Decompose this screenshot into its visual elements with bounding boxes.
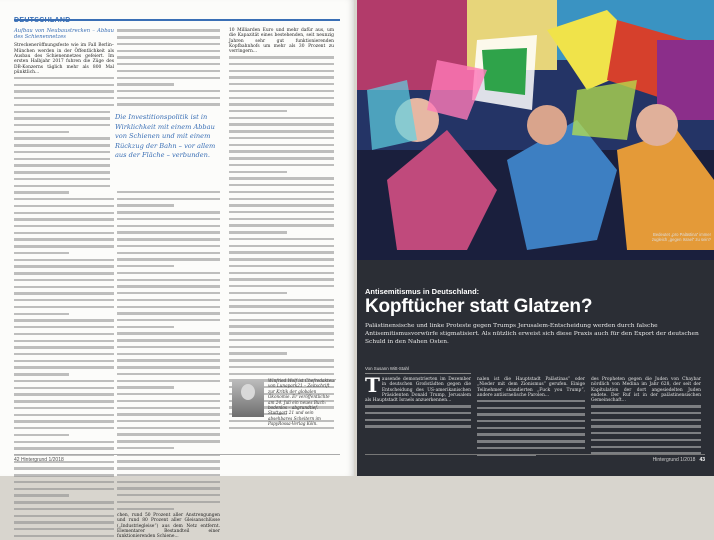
text-line — [477, 400, 585, 405]
text-line — [229, 123, 334, 128]
text-line — [117, 380, 220, 385]
text-filler — [14, 77, 114, 540]
text-line — [14, 313, 114, 318]
text-line — [117, 481, 220, 486]
text-line — [229, 157, 334, 162]
text-line — [229, 285, 334, 290]
text-line — [14, 144, 114, 149]
text-line — [14, 137, 114, 142]
footer-label: Hintergrund 1/2018 — [652, 457, 696, 463]
right-column-2 — [477, 377, 585, 447]
text-line — [14, 535, 114, 540]
text-line — [117, 319, 220, 324]
text-line — [14, 279, 114, 284]
text-line — [117, 306, 220, 311]
text-line — [14, 346, 114, 351]
text-line — [14, 420, 114, 425]
text-line — [14, 393, 114, 398]
text-line — [14, 366, 114, 371]
text-line — [117, 245, 220, 250]
text-line — [14, 218, 114, 223]
text-line — [229, 171, 334, 176]
text-line — [117, 191, 220, 196]
text-line — [229, 76, 334, 81]
text-line — [229, 117, 334, 122]
text-line — [477, 433, 585, 438]
text-line — [14, 77, 114, 82]
photo-caption: Bedeutet „pro Palästina“ immer zugleich „gegen Israel“ zu sein? — [651, 232, 711, 243]
text-line — [14, 447, 114, 452]
page-number: 43 — [699, 457, 705, 463]
text-line — [117, 265, 220, 270]
text-line — [117, 386, 220, 391]
right-column-3 — [591, 377, 701, 447]
author-photo — [232, 379, 264, 417]
text-line — [14, 111, 114, 116]
text-line — [14, 272, 114, 277]
text-line — [117, 487, 220, 492]
text-line — [14, 380, 114, 385]
text-line — [14, 212, 114, 217]
text-line — [117, 447, 220, 452]
text-line — [229, 184, 334, 189]
text-line — [365, 425, 471, 430]
text-line — [14, 387, 114, 392]
text-line — [229, 251, 334, 256]
text-line — [117, 90, 220, 95]
text-line — [14, 158, 114, 163]
drop-cap: T — [365, 373, 380, 397]
text-line — [477, 440, 585, 445]
text-line — [117, 332, 220, 337]
text-line — [14, 441, 114, 446]
text-line — [14, 178, 114, 183]
right-page — [357, 0, 714, 476]
text-line — [117, 494, 220, 499]
text-line — [117, 407, 220, 412]
text-line — [229, 245, 334, 250]
right-column-1 — [365, 373, 471, 447]
text-line — [117, 427, 220, 432]
text-line — [117, 359, 220, 364]
text-line — [14, 232, 114, 237]
text-line — [229, 292, 334, 297]
text-line — [14, 252, 114, 257]
text-line — [117, 103, 220, 108]
text-filler — [477, 400, 585, 459]
text-line — [117, 353, 220, 358]
text-line — [14, 333, 114, 338]
text-line — [117, 366, 220, 371]
text-line — [14, 508, 114, 513]
text-line — [14, 171, 114, 176]
text-line — [117, 258, 220, 263]
text-filler — [365, 405, 471, 431]
text-line — [229, 278, 334, 283]
text-line — [229, 211, 334, 216]
text-line — [117, 225, 220, 230]
text-line — [14, 360, 114, 365]
text-line — [591, 405, 701, 410]
text-line — [477, 427, 585, 432]
text-line — [117, 83, 220, 88]
text-line — [14, 373, 114, 378]
text-line — [229, 164, 334, 169]
text-line — [477, 407, 585, 412]
text-line — [229, 83, 334, 88]
text-line — [229, 191, 334, 196]
text-line — [229, 137, 334, 142]
text-line — [117, 501, 220, 506]
article-lead: Palästinensische und linke Proteste gegen Trumps Jerusalem-Entscheidung werden durch falsche Antisemitismusvorwürfe stigmatisiert. Als nützlich erweist sich diese Praxis auch für den Export der deutschen Schuld in den Nahen Osten. — [365, 323, 699, 346]
text-line — [117, 231, 220, 236]
text-line — [229, 359, 334, 364]
text-line — [229, 97, 334, 102]
column-text: des Propheten gegen die Juden von Chaybar nördlich von Medina im Jahr 628, der seit der Kapitulation der dort angesiedelten Juden endete. Der Ruf ist in der palästinensischen Gemeinschaft... — [591, 377, 701, 404]
text-line — [229, 56, 334, 61]
text-filler — [591, 405, 701, 457]
text-line — [117, 474, 220, 479]
text-line — [117, 292, 220, 297]
text-line — [117, 440, 220, 445]
text-line — [591, 419, 701, 424]
text-line — [229, 218, 334, 223]
text-line — [117, 413, 220, 418]
text-line — [14, 521, 114, 526]
text-line — [14, 340, 114, 345]
text-line — [229, 63, 334, 68]
text-line — [14, 191, 114, 196]
text-line — [229, 150, 334, 155]
text-line — [229, 144, 334, 149]
text-line — [117, 312, 220, 317]
article-kicker: Antisemitismus in Deutschland: — [365, 287, 480, 296]
text-line — [117, 400, 220, 405]
column-text: ausende demonstrierten im Dezember in deutschen Großstädten gegen die Entscheidung des US-amerikanischen Präsidenten Donald Trump, Jerusalem als Hauptstadt Israels anzuerkennen... — [365, 377, 471, 404]
text-line — [14, 117, 114, 122]
text-line — [117, 420, 220, 425]
article-column-2 — [117, 28, 220, 540]
text-line — [229, 305, 334, 310]
text-line — [117, 70, 220, 75]
text-line — [14, 245, 114, 250]
text-line — [229, 339, 334, 344]
text-line — [14, 326, 114, 331]
text-line — [117, 29, 220, 34]
text-line — [117, 373, 220, 378]
text-line — [14, 259, 114, 264]
text-line — [229, 90, 334, 95]
text-line — [117, 467, 220, 472]
article-title: Kopftücher statt Glatzen? — [365, 296, 593, 317]
text-line — [229, 103, 334, 108]
author-box — [232, 376, 336, 438]
text-line — [14, 494, 114, 499]
text-line — [14, 205, 114, 210]
text-line — [229, 258, 334, 263]
text-line — [117, 198, 220, 203]
text-line — [117, 346, 220, 351]
text-line — [365, 412, 471, 417]
text-line — [14, 319, 114, 324]
subhead: Aufbau von Neubaustrecken – Abbau des Schienennetzes — [14, 28, 114, 41]
text-line — [229, 177, 334, 182]
text-line — [117, 326, 220, 331]
column-text: chen, rund 50 Prozent aller Anstrengungen und rund 80 Prozent aller Gleisanschlüsse („Industriegleise“) aus dem Netz entfernt. Elementarer Bestandteil einer funktionierenden Schiene... — [117, 512, 220, 540]
text-line — [229, 130, 334, 135]
text-line — [591, 432, 701, 437]
text-line — [117, 218, 220, 223]
text-line — [14, 481, 114, 486]
text-line — [229, 265, 334, 270]
text-line — [117, 50, 220, 55]
text-line — [229, 70, 334, 75]
text-line — [14, 407, 114, 412]
text-line — [14, 185, 114, 190]
article-column-1 — [14, 28, 114, 444]
text-line — [229, 332, 334, 337]
text-line — [14, 528, 114, 533]
author-bio: Winfried Wolf ist Chefredakteur von Lunapark21 – Zeitschrift zur Kritik der globalen Ökonomie. Er veröffentlichte am 24. Juli ein neues Buch: bodenlos – abgrundtief. Stuttgart 21 und sein absehbares Scheitern im PapyRossa-Verlag Köln. — [268, 378, 336, 427]
text-line — [229, 272, 334, 277]
text-line — [14, 225, 114, 230]
text-line — [14, 474, 114, 479]
text-line — [14, 97, 114, 102]
text-line — [117, 77, 220, 82]
text-line — [229, 319, 334, 324]
text-line — [117, 56, 220, 61]
text-line — [117, 63, 220, 68]
text-line — [14, 90, 114, 95]
text-line — [14, 265, 114, 270]
text-line — [14, 131, 114, 136]
text-line — [591, 439, 701, 444]
text-line — [14, 488, 114, 493]
text-line — [229, 224, 334, 229]
text-line — [117, 36, 220, 41]
text-line — [591, 446, 701, 451]
text-filler — [117, 29, 220, 512]
text-line — [117, 299, 220, 304]
text-line — [365, 405, 471, 410]
column-text: 10 Milliarden Euro und mehr dafür aus, um die Kapazität eines bestehenden, seit neunzig Jahren sehr gut funktionierenden Kopfbahnhofs um mehr als 30 Prozent zu verringern... — [229, 28, 334, 55]
text-line — [117, 252, 220, 257]
text-line — [591, 425, 701, 430]
page-footer-right — [365, 454, 705, 467]
column-text: nalen ist die Hauptstadt Palästinas“ oder „Nieder mit dem Zionismus“ gerufen. Einige Teilnehmer skandierten „Fuck you Trump“, andere antiisraelische Parolen... — [477, 377, 585, 399]
column-text: Streckeneröffnungsfeste wie im Fall Berlin–München werden in der Öffentlichkeit als Ausbau des Schienennetzes gefeiert. Im ersten Halbjahr 2017 fuhren die Züge des DB-Konzerns täglich mehr als 800 Mal pünktlich... — [14, 43, 114, 76]
section-tag: DEUTSCHLAND — [14, 7, 340, 21]
text-line — [117, 43, 220, 48]
text-line — [477, 447, 585, 452]
text-line — [14, 427, 114, 432]
text-line — [117, 393, 220, 398]
text-line — [229, 198, 334, 203]
text-line — [14, 414, 114, 419]
text-line — [229, 238, 334, 243]
text-line — [229, 352, 334, 357]
text-line — [229, 325, 334, 330]
text-line — [365, 419, 471, 424]
text-line — [477, 413, 585, 418]
text-line — [14, 84, 114, 89]
text-line — [229, 346, 334, 351]
text-line — [117, 272, 220, 277]
text-line — [14, 515, 114, 520]
text-line — [14, 104, 114, 109]
text-line — [117, 211, 220, 216]
text-line — [229, 231, 334, 236]
text-line — [229, 204, 334, 209]
text-line — [14, 400, 114, 405]
pull-quote: Die Investitionspolitik ist in Wirklichkeit mit einem Abbau von Schienen und mit einem Rückzug der Bahn – vor allem aus der Fläche – verbunden. — [110, 110, 224, 188]
text-line — [14, 238, 114, 243]
text-line — [14, 292, 114, 297]
text-line — [117, 339, 220, 344]
text-line — [14, 151, 114, 156]
text-line — [14, 299, 114, 304]
text-line — [117, 285, 220, 290]
protest-photo — [357, 0, 714, 260]
text-line — [477, 420, 585, 425]
text-line — [14, 467, 114, 472]
text-line — [14, 434, 114, 439]
text-line — [229, 312, 334, 317]
text-line — [14, 164, 114, 169]
text-line — [117, 279, 220, 284]
text-line — [117, 204, 220, 209]
left-page — [0, 0, 354, 540]
text-line — [229, 299, 334, 304]
page-footer-left: 42 Hintergrund 1/2018 — [14, 454, 340, 467]
text-line — [14, 124, 114, 129]
text-line — [229, 366, 334, 371]
text-line — [229, 110, 334, 115]
text-line — [591, 412, 701, 417]
text-line — [14, 306, 114, 311]
text-line — [117, 97, 220, 102]
text-line — [117, 433, 220, 438]
text-line — [14, 501, 114, 506]
text-line — [14, 286, 114, 291]
protest-photo-art — [357, 0, 714, 260]
text-line — [117, 238, 220, 243]
byline: Von Susann Witt-Stahl — [365, 366, 471, 374]
text-line — [14, 353, 114, 358]
text-line — [14, 198, 114, 203]
